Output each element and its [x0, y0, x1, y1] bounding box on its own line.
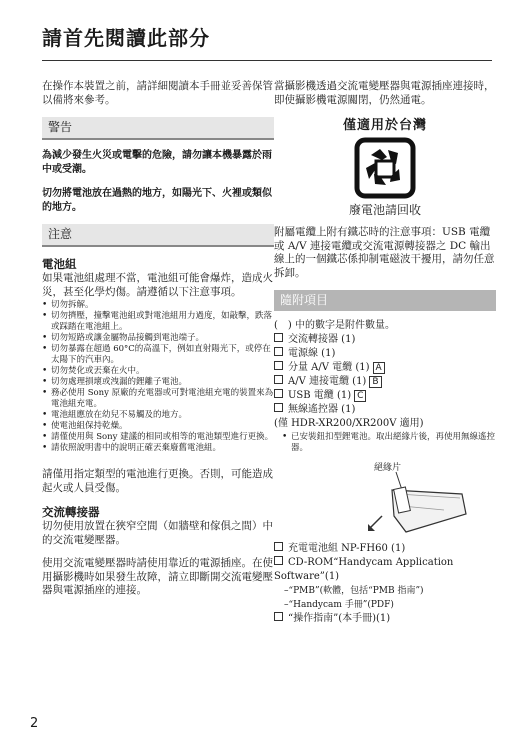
item-tag: C: [354, 390, 366, 402]
list-item-label: 分量 A/V 電纜 (1): [288, 362, 370, 373]
list-item-label: A/V 連接電纜 (1): [288, 376, 367, 387]
adapter-text-2: 使用交流電變壓器時請使用靠近的電源插座。在使用攝影機時如果發生故障，請立即斷開交流電變壓器與電源插座的連接。: [42, 557, 273, 596]
battery-heading: 電池組: [42, 257, 77, 271]
list-item: [274, 612, 496, 626]
recycle-logo: [274, 137, 496, 199]
left-column: [42, 80, 274, 598]
remote-control-icon: [274, 458, 484, 538]
list-item-label: 無線遙控器 (1): [288, 404, 356, 415]
battery-intro: 如果電池組處理不當，電池組可能會爆炸，造成火災，甚至化學灼傷。請遵循以下注意事項。: [42, 272, 273, 298]
checkbox-glyph: [274, 403, 283, 412]
list-item: • 切勿處理損壞或洩漏的鋰離子電池。: [42, 377, 274, 388]
right-column: [274, 80, 496, 626]
list-item: [274, 403, 496, 417]
checkbox-glyph: [274, 542, 283, 551]
list-item: • 切勿暴露在超過 60°C的高溫下，例如直射陽光下，或停在太陽下的汽車內。: [42, 344, 274, 366]
accessories-heading: 隨附項目: [274, 290, 496, 311]
recycle-icon: [354, 137, 416, 199]
checkbox-glyph: [274, 347, 283, 356]
list-item: [274, 556, 496, 584]
checkbox-glyph: [274, 556, 283, 565]
caution-heading: 注意: [42, 224, 274, 247]
list-item: • 切勿拆解。: [42, 300, 274, 311]
item-tag: B: [369, 376, 381, 388]
insulation-label: 絕緣片: [374, 463, 402, 473]
warning-heading: 警告: [42, 117, 274, 140]
item-tag: A: [373, 362, 385, 374]
list-item: • 請僅使用與 Sony 建議的相同或相等的電池類型進行更換。: [42, 432, 274, 443]
power-note: 當攝影機透過交流電變壓器與電源插座連接時，即使攝影機電源關閉，仍然通電。: [274, 80, 495, 106]
accessories-list: [274, 319, 496, 454]
warning-text-2: 切勿將電池放在過熱的地方，如陽光下、火裡或類似的地方。: [42, 188, 272, 213]
intro-text: 在操作本裝置之前，請詳細閱讀本手冊並妥善保管以備將來參考。: [42, 80, 273, 106]
battery-precautions-list: [42, 300, 274, 454]
list-item: [274, 375, 496, 389]
list-item-label: “操作指南”(本手冊)(1): [288, 613, 391, 624]
list-item: [274, 389, 496, 403]
list-item-label: 電源線 (1): [288, 348, 336, 359]
adapter-heading: 交流轉接器: [42, 505, 100, 519]
taiwan-heading: 僅適用於台灣: [342, 118, 427, 133]
list-item: [274, 347, 496, 361]
recycle-caption: 廢電池請回收: [348, 203, 421, 217]
warning-text-1: 為減少發生火災或電擊的危險，請勿讓本機暴露於雨中或受潮。: [42, 150, 272, 175]
list-item: • 切勿擠壓，撞擊電池組或對電池組用力過度，如敲擊，跌落或踩踏在電池組上。: [42, 311, 274, 333]
list-item-label: CD-ROM“Handycam Application Software”(1): [274, 557, 454, 582]
checkbox-glyph: [274, 333, 283, 342]
checkbox-glyph: [274, 361, 283, 370]
model-note: (僅 HDR-XR200/XR200V 適用): [274, 418, 424, 429]
checkbox-glyph: [274, 375, 283, 384]
list-item: • 切勿短路或讓金屬物品接觸到電池端子。: [42, 333, 274, 344]
list-item: • 務必使用 Sony 原廠的充電器或可對電池組充電的裝置來為電池組充電。: [42, 388, 274, 410]
remote-illustration: [274, 458, 496, 538]
page-title: 請首先閱讀此部分: [42, 26, 210, 50]
list-item: [274, 542, 496, 556]
list-item: • 切勿焚化或丟棄在火中。: [42, 366, 274, 377]
list-item: • 已安裝鈕扣型鋰電池。取出絕緣片後，再使用無線遙控器。: [282, 432, 496, 454]
list-item: • 請依照說明書中的說明正確丟棄廢舊電池組。: [42, 443, 274, 454]
accessories-intro: ( ) 中的數字是附件數量。: [274, 320, 395, 331]
list-subitem: –“PMB”(軟體，包括“PMB 指南”): [284, 586, 424, 596]
page-number: 2: [30, 716, 39, 731]
list-item: • 電池組應放在幼兒不易觸及的地方。: [42, 410, 274, 421]
checkbox-glyph: [274, 389, 283, 398]
ferrite-note: 附屬電纜上附有鐵芯時的注意事項：USB 電纜或 A/V 連接電纜或交流電源轉接器之 DC 輸出線上的一個鐵芯係抑制電磁波干擾用，請勿任意拆卸。: [274, 226, 495, 279]
title-rule: [42, 60, 492, 61]
list-item-label: 交流轉接器 (1): [288, 334, 356, 345]
checkbox-glyph: [274, 612, 283, 621]
list-item: • 使電池組保持乾燥。: [42, 421, 274, 432]
adapter-text-1: 切勿使用放置在狹窄空間（如牆壁和傢俱之間）中的交流電變壓器。: [42, 520, 273, 546]
list-item-label: 充電電池組 NP-FH60 (1): [288, 543, 406, 554]
remote-note-list: [282, 432, 496, 454]
list-item: [274, 333, 496, 347]
list-subitem: –“Handycam 手冊”(PDF): [284, 600, 394, 610]
list-item-label: USB 電纜 (1): [288, 390, 352, 401]
battery-replace-note: 請僅用指定類型的電池進行更換。否則，可能造成起火或人員受傷。: [42, 468, 273, 494]
list-item: [274, 361, 496, 375]
accessories-list-2: [274, 542, 496, 626]
